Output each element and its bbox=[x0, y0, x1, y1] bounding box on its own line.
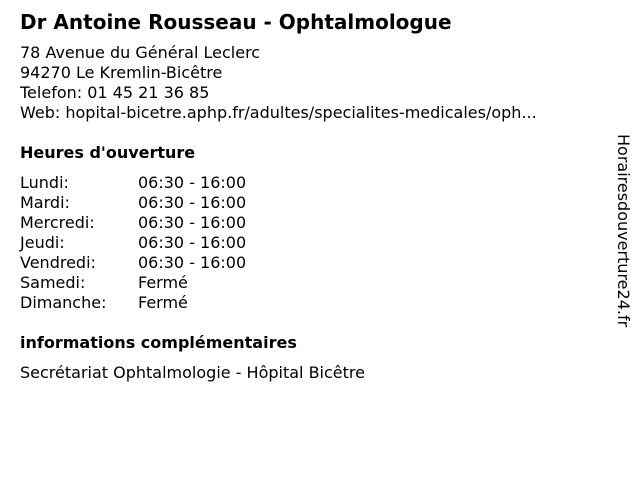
hours-row-mercredi bbox=[20, 213, 600, 233]
day-label: Mardi: bbox=[20, 193, 70, 212]
hours-row-samedi bbox=[20, 273, 600, 293]
day-label: Mercredi: bbox=[20, 213, 95, 232]
address-line-1: 78 Avenue du Général Leclerc bbox=[20, 43, 261, 62]
doctor-card bbox=[20, 8, 600, 383]
hours-row-vendredi bbox=[20, 253, 600, 273]
day-label: Jeudi: bbox=[20, 233, 65, 252]
time-value: 06:30 - 16:00 bbox=[138, 173, 247, 192]
hours-row-lundi bbox=[20, 173, 600, 193]
day-label: Vendredi: bbox=[20, 253, 96, 272]
hours-row-mardi bbox=[20, 193, 600, 213]
day-label: Dimanche: bbox=[20, 293, 107, 312]
hours-row-jeudi bbox=[20, 233, 600, 253]
info-text: Secrétariat Ophtalmologie - Hôpital Bicêtre bbox=[20, 363, 365, 382]
hours-title: Heures d'ouverture bbox=[20, 143, 196, 162]
site-watermark: Horairesdouverture24.fr bbox=[614, 134, 633, 328]
doctor-name: Dr Antoine Rousseau - Ophtalmologue bbox=[20, 10, 452, 34]
phone-number: Telefon: 01 45 21 36 85 bbox=[20, 83, 210, 102]
time-value: 06:30 - 16:00 bbox=[138, 213, 247, 232]
hours-row-dimanche bbox=[20, 293, 600, 313]
website-link[interactable]: Web: hopital-bicetre.aphp.fr/adultes/specialites-medicales/oph... bbox=[20, 103, 537, 122]
day-label: Lundi: bbox=[20, 173, 69, 192]
info-title: informations complémentaires bbox=[20, 333, 297, 352]
time-value: Fermé bbox=[138, 293, 188, 312]
hours-table bbox=[20, 173, 600, 313]
address-line-2: 94270 Le Kremlin-Bicêtre bbox=[20, 63, 223, 82]
time-value: 06:30 - 16:00 bbox=[138, 233, 247, 252]
contact-block bbox=[20, 43, 600, 123]
time-value: 06:30 - 16:00 bbox=[138, 253, 247, 272]
time-value: Fermé bbox=[138, 273, 188, 292]
time-value: 06:30 - 16:00 bbox=[138, 193, 247, 212]
day-label: Samedi: bbox=[20, 273, 86, 292]
